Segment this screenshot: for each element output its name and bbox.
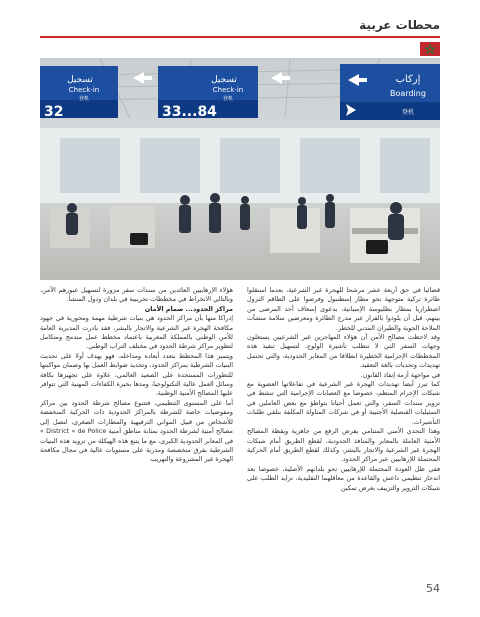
checkin-sign-arabic: تسجيل (67, 75, 93, 85)
checkin-sign-arabic: تسجيل (211, 75, 237, 85)
morocco-flag-icon (420, 42, 440, 56)
boarding-sign-arabic: إركاب (395, 74, 421, 85)
paragraph: وقد لاحظت مصالح الأمن أن هؤلاء المهاجرين غير الشرعيين يستغلون وجهات السفر التي لا تتطلب تأشيرة الولوج، لتسهيل تنفيذ هذه المخططات الإجرامية الخطيرة انطلاقا من المعابر الحدودية، والتي تحتمل تهديدات وتحديات بالغة التعقيد. (247, 333, 440, 370)
boarding-sign-chinese: 登机 (401, 109, 415, 116)
article-body (40, 286, 440, 576)
article-column-left (40, 286, 233, 576)
paragraph: وهذا التحدي الأمني المتنامي يفرض الرفع من جاهزية ويقظة المصالح الأمنية العاملة بالمعابر والمنافذ الحدودية، لقطع الطريق أمام شبكات الهجرة غير الشرعية والاتجار بالبشر، وكذلك لقطع الطريق أمام الحركية المحتملة للإرهابيين عبر مراكز الحدود. (247, 427, 440, 464)
title-divider (40, 36, 440, 38)
paragraph: أما على المستوى التنظيمي، فتتنوع مصالح شرطة الحدود بين مراكز ومفوضيات خاصة للشرطة بالمراكز الحدودية ذات الحركية المنخفضة للأشخاص من قبيل المواني الترفيهية والمطارات الصغرى، لتصل إلى مصالح أمنية لشرطة الحدود بمثابة مناطق أمنية District « de Police » في المعابر الحدودية الكبرى، مع ما يتبع هذه الهيكلة من تزويد هذه البنيات الشرطية بفرق متخصصة ومدربة على مستويات عالية في مجال مكافحة الهجرة غير المشروعة والتهريب (40, 398, 233, 464)
subheading: مراكز الحدود... صمام الأمان (144, 304, 233, 313)
paragraph: كما تبرز أيضا تهديدات الهجرة غير الشرعية في تفاعلاتها العضوية مع شبكات الإجرام المنظم، خصوصا مع العصابات الإجرامية التي تنشط في تزوير سندات السفر، والتي تعمل أحيانا بتواطؤ مع بعض العاملين في التمثيليات القنصلية الأجنبية أو في شركات المناولة المكلفة بتلقي طلبات التأشيرات. (247, 380, 440, 426)
page-number: 54 (426, 582, 440, 595)
checkin-sign-number: 32 (44, 104, 64, 120)
paragraph: إدراكا منها بأن مراكز الحدود هي بنيات شرطية مهمة ومحورية في جهود مكافحة الهجرة غير الشرعية والاتجار بالبشر، فقد بادرت المديرية العامة للأمن الوطني بالمملكة المغربية باعتماد مخطط عمل مندمج ومتكامل لتطوير مراكز شرطة الحدود في مختلف التراب الوطني. (40, 314, 233, 351)
checkin-sign-english: Check-in (68, 86, 100, 94)
section-title: محطات عربية (359, 18, 440, 32)
star-icon (425, 44, 435, 54)
page-header (40, 18, 440, 58)
article-column-right (247, 286, 440, 576)
paragraph: ويتميز هذا المخطط بتعدد أبعاده ومداخله، فهو يهدف أولا على تحديث البنيات الشرطية بمراكز الحدود، وتحديد ضوابط العمل بها وضمان مواكبتها للتطورات المستجدة على الصعيد العالمي، علاوة على تجهيزها بكافة وسائل العمل عالية التكنولوجيا، ومدها بخيرة الكفاءات المهنية التي تتوافر عليها المصالح الأمنية الوطنية. (40, 351, 233, 398)
paragraph: ففي ظل العودة المحتملة للإرهابيين نحو بلدانهم الأصلية، خصوصا بعد اندحار تنظيمي داعش والقاعدة من معاقلهما التقليدية، تزايد الطلب على شبكات التزوير والتزييف بغرض تمكين (247, 464, 440, 492)
checkin-sign-chinese: 登机 (78, 96, 90, 102)
checkin-sign-chinese: 登机 (222, 96, 234, 102)
boarding-sign-english: Boarding (390, 89, 426, 98)
paragraph: هؤلاء الإرهابيين العائدين من سندات سفر مزورة لتسهيل عبورهم الآمن، وبالتالي الانخراط في مخططات تخريبية في بلدان ودول المنشأ. (40, 286, 233, 304)
airport-hall-photo (40, 58, 440, 280)
paragraph: في مواجهة أزمة إنفاذ القانون. (360, 370, 440, 379)
checkin-sign-english: Check-in (212, 86, 244, 94)
paragraph: قضائيا في حق أربعة عشر مرشحا للهجرة غير الشرعية، بعدما استقلوا طائرة تركية متوجهة نحو مطار إسطنبول وفرضوا على الطاقم النزول اضطراريا بمطار بطليوسة الإسبانية، بدعوى إسعاف أحد المرضى من بينهم، قبل أن يلوذوا بالفرار عبر مدرج الطائرة ومعرضين سلامة منشآت الملاحة الجوية والطيران المدني للخطر. (247, 286, 440, 332)
checkin-sign-number: 33...84 (162, 104, 217, 120)
